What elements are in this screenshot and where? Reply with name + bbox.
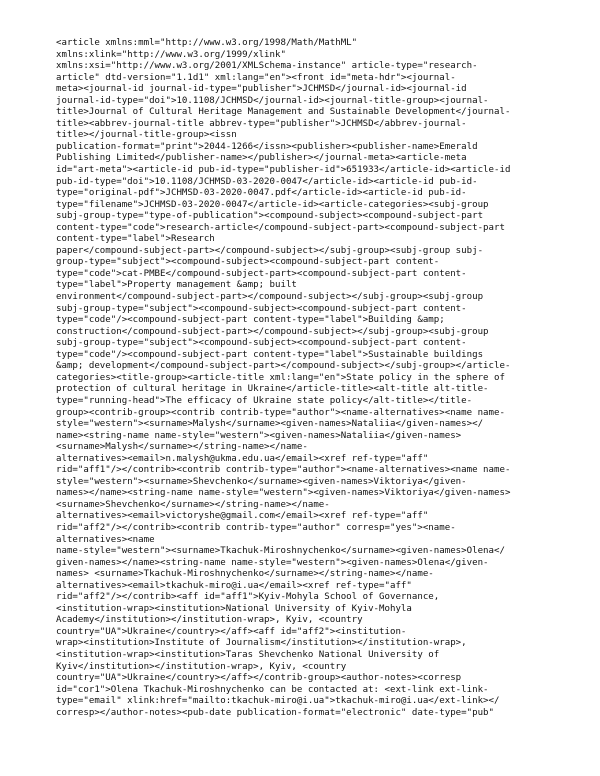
text-line: alternatives><email>tkachuk-miro@i.ua</email><xref ref-type="aff" [56, 580, 412, 591]
text-line: country="UA">Ukraine</country></aff><aff id="aff2"><institution- [56, 626, 407, 637]
text-line: id="art-meta"><article-id pub-id-type="publisher-id">651933</article-id><article-id [56, 165, 511, 176]
text-line: content-type="code">research-article</compound-subject-part><compound-subject-part [56, 222, 505, 233]
text-line: rid="aff1"/></contrib><contrib contrib-type="author"><name-alternatives><name name- [56, 465, 511, 476]
text-line: country="UA">Ukraine</country></aff></contrib-group><author-notes><corresp [56, 673, 462, 684]
text-line: title>Journal of Cultural Heritage Management and Sustainable Development</journal- [56, 107, 511, 118]
text-line: &amp; development</compound-subject-part></compound-subject></subj-group></article- [56, 361, 511, 372]
text-line: type="running-head">The efficacy of Ukraine state policy</alt-title></title- [56, 395, 473, 406]
text-line: type="filename">JCHMSD-03-2020-0047</article-id><article-categories><subj-group [56, 199, 489, 210]
text-line: type="code"/><compound-subject-part content-type="label">Sustainable buildings [56, 349, 484, 360]
text-line: name-style="western"><surname>Tkachuk-Miroshnychenko</surname><given-names>Olena</ [56, 546, 505, 557]
text-line: xmlns:xlink="http://www.w3.org/1999/xlink" [56, 49, 286, 60]
text-line: meta><journal-id journal-id-type="publisher">JCHMSD</journal-id><journal-id [56, 84, 467, 95]
text-line: pub-id-type="doi">10.1108/JCHMSD-03-2020-0047</article-id><article-id pub-id- [56, 176, 478, 187]
text-line: environment</compound-subject-part></compound-subject></subj-group><subj-group [56, 292, 484, 303]
text-line: Publishing Limited</publisher-name></publisher></journal-meta><article-meta [56, 153, 467, 164]
text-line: group-type="subject"><compound-subject><compound-subject-part content- [56, 257, 440, 268]
text-line: categories><title-group><article-title xml:lang="en">State policy in the sphere of [56, 372, 505, 383]
text-line: <article xmlns:mml="http://www.w3.org/1998/Math/MathML" [56, 38, 358, 48]
document-page [56, 38, 556, 719]
text-line: journal-id-type="doi">10.1108/JCHMSD</journal-id><journal-title-group><journal- [56, 95, 489, 106]
text-line: xmlns:xsi="http://www.w3.org/2001/XMLSchema-instance" article-type="research- [56, 61, 478, 72]
text-line: type="code"/><compound-subject-part content-type="label">Building &amp; [56, 315, 445, 326]
text-line: publication-format="print">2044-1266</issn><publisher><publisher-name>Emerald [56, 141, 478, 152]
text-line: wrap><institution>Institute of Journalism</institution></institution-wrap>, [56, 638, 467, 649]
text-line: subj-group-type="subject"><compound-subject><compound-subject-part content- [56, 338, 467, 349]
text-line: Academy</institution></institution-wrap>, Kyiv, <country [56, 615, 363, 626]
text-line: names> <surname>Tkachuk-Miroshnychenko</surname></string-name></name- [56, 569, 434, 580]
text-line: <institution-wrap><institution>National University of Kyiv-Mohyla [56, 603, 412, 614]
text-line: article" dtd-version="1.1d1" xml:lang="en"><front id="meta-hdr"><journal- [56, 72, 456, 83]
text-line: id="cor1">Olena Tkachuk-Miroshnychenko can be contacted at: <ext-link ext-link- [56, 684, 489, 695]
text-line: group><contrib-group><contrib contrib-type="author"><name-alternatives><name name- [56, 407, 505, 418]
text-line: alternatives><email>n.malysh@ukma.edu.ua</email><xref ref-type="aff" [56, 453, 429, 464]
text-line: given-names></name><string-name name-style="western"><given-names>Olena</given- [56, 557, 489, 568]
text-line: title></journal-title-group><issn [56, 130, 237, 141]
text-line: name><string-name name-style="western"><given-names>Nataliia</given-names> [56, 430, 462, 441]
text-line: <surname>Shevchenko</surname></string-name></name- [56, 499, 330, 510]
text-line: type="code">cat-PMBE</compound-subject-part><compound-subject-part content- [56, 268, 467, 279]
text-line: style="western"><surname>Malysh</surname><given-names>Nataliia</given-names></ [56, 419, 484, 430]
text-line: alternatives><email>victoryshe@gmail.com</email><xref ref-type="aff" [56, 511, 429, 522]
text-line: rid="aff2"/></contrib><aff id="aff1">Kyiv-Mohyla School of Governance, [56, 592, 440, 603]
text-line: corresp></author-notes><pub-date publication-format="electronic" date-type="pub" [56, 707, 494, 718]
text-line: type="original-pdf">JCHMSD-03-2020-0047.pdf</article-id><article-id pub-id- [56, 188, 467, 199]
text-line: style="western"><surname>Shevchenko</surname><given-names>Viktoriya</given- [56, 476, 467, 487]
text-line: subj-group-type="type-of-publication"><compound-subject><compound-subject-part [56, 211, 484, 222]
text-line: names></name><string-name name-style="western"><given-names>Viktoriya</given-names> [56, 488, 511, 499]
text-line: Kyiv</institution></institution-wrap>, Kyiv, <country [56, 661, 347, 672]
text-line: alternatives><name [56, 534, 155, 545]
text-line: <institution-wrap><institution>Taras Shevchenko National University of [56, 649, 440, 660]
text-line: subj-group-type="subject"><compound-subject><compound-subject-part content- [56, 303, 467, 314]
text-line: protection of cultural heritage in Ukraine</article-title><alt-title alt-title- [56, 384, 489, 395]
text-line: paper</compound-subject-part></compound-subject></subj-group><subj-group subj- [56, 245, 484, 256]
text-line: rid="aff2"/></contrib><contrib contrib-type="author" corresp="yes"><name- [56, 522, 456, 533]
text-line: content-type="label">Research [56, 234, 215, 245]
text-line: <surname>Malysh</surname></string-name></name- [56, 442, 308, 453]
text-line: title><abbrev-journal-title abbrev-type="publisher">JCHMSD</abbrev-journal- [56, 118, 467, 129]
text-line: type="email" xlink:href="mailto:tkachuk-miro@i.ua">tkachuk-miro@i.ua</ext-link></ [56, 696, 500, 707]
text-line: construction</compound-subject-part></compound-subject></subj-group><subj-group [56, 326, 489, 337]
text-line: type="label">Property management &amp; built [56, 280, 297, 291]
